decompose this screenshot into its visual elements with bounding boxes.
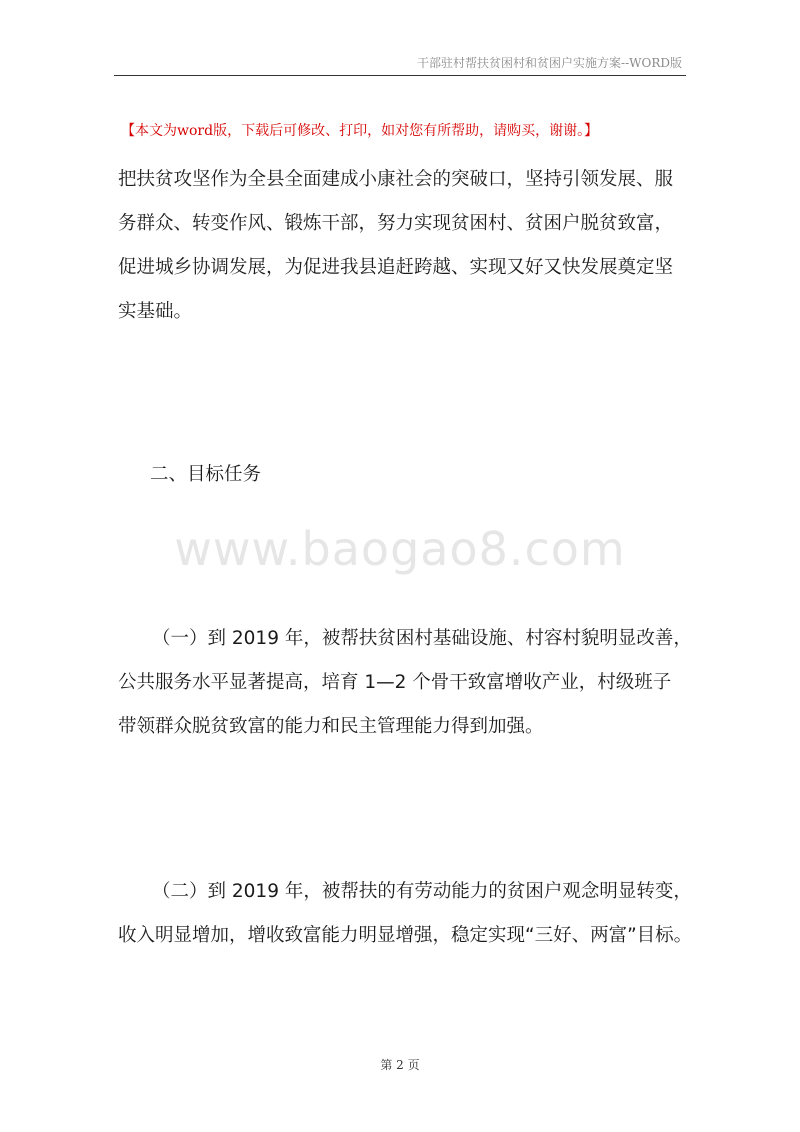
download-notice: 【本文为word版，下载后可修改、打印，如对您有所帮助，请购买，谢谢。】	[121, 123, 599, 139]
watermark: www.baogao8.com	[174, 522, 626, 576]
page-header-title: 干部驻村帮扶贫困村和贫困户实施方案--WORD版	[417, 56, 682, 70]
paragraph-line: 把扶贫攻坚作为全县全面建成小康社会的突破口，坚持引领发展、服	[118, 169, 674, 190]
paragraph-goal-1	[118, 617, 690, 749]
paragraph-line: 促进城乡协调发展，为促进我县追赶跨越、实现又好又快发展奠定坚	[118, 257, 674, 278]
paragraph-line: （一）到 2019 年，被帮扶贫困村基础设施、村容村貌明显改善，	[152, 628, 692, 649]
paragraph-line: 带领群众脱贫致富的能力和民主管理能力得到加强。	[118, 716, 544, 737]
paragraph-goal-2	[118, 870, 693, 958]
paragraph-line: 务群众、转变作风、锻炼干部，努力实现贫困村、贫困户脱贫致富，	[118, 213, 674, 234]
paragraph-intro	[118, 158, 690, 334]
paragraph-line: （二）到 2019 年，被帮扶的有劳动能力的贫困户观念明显转变，	[152, 881, 692, 902]
page-number: 第 2 页	[380, 1058, 420, 1072]
paragraph-line: 收入明显增加，增收致富能力明显增强，稳定实现“三好、两富”目标。	[118, 925, 693, 946]
section-heading: 二、目标任务	[150, 464, 262, 485]
paragraph-line: 公共服务水平显著提高，培育 1—2 个骨干致富增收产业，村级班子	[118, 672, 672, 693]
paragraph-line: 实基础。	[118, 301, 193, 322]
header-divider	[114, 75, 686, 76]
